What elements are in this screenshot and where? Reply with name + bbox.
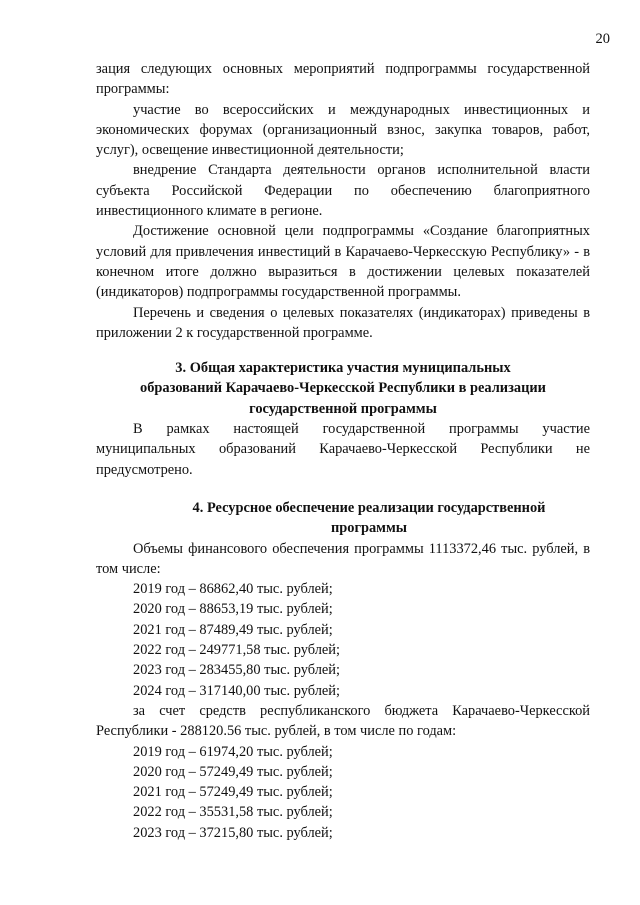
list-item: 2023 год – 37215,80 тыс. рублей; xyxy=(133,824,333,841)
list-item: 2019 год – 61974,20 тыс. рублей; xyxy=(133,743,333,760)
section-4-republic-text: за счет средств республиканского бюджета Карачаево-Черкесской Республики - 288120.56 тыс. рублей, в том числе по годам: xyxy=(96,702,590,740)
list-item: 2020 год – 88653,19 тыс. рублей; xyxy=(133,601,333,618)
list-item: 2020 год – 57249,49 тыс. рублей; xyxy=(133,763,333,780)
list-item: 2021 год – 87489,49 тыс. рублей; xyxy=(133,621,333,638)
section-4-heading-line-1: 4. Ресурсное обеспечение реализации государственной xyxy=(192,499,546,516)
list-item: 2019 год – 86862,40 тыс. рублей; xyxy=(133,581,333,598)
list-item: 2021 год – 57249,49 тыс. рублей; xyxy=(133,784,333,801)
section-3-heading xyxy=(96,358,590,419)
paragraph-continuation: зация следующих основных мероприятий подпрограммы государственной программы: xyxy=(96,61,590,98)
section-4-total-text: Объемы финансового обеспечения программы 1113372,46 тыс. рублей, в том числе: xyxy=(96,540,590,577)
list-item: 2024 год – 317140,00 тыс. рублей; xyxy=(133,682,340,699)
document-body xyxy=(96,59,590,843)
section-3-heading-line-1: 3. Общая характеристика участия муниципальных xyxy=(175,360,511,377)
paragraph-indicators: Перечень и сведения о целевых показателях (индикаторах) приведены в приложении 2 к государственной программе. xyxy=(96,304,590,341)
list-item: 2022 год – 249771,58 тыс. рублей; xyxy=(133,642,340,659)
list-item: 2022 год – 35531,58 тыс. рублей; xyxy=(133,804,333,821)
section-3-heading-line-3: государственной программы xyxy=(249,400,437,417)
section-4-heading-line-2: программы xyxy=(330,520,408,537)
paragraph-goal: Достижение основной цели подпрограммы «Создание благоприятных условий для привлечения инвестиций в Карачаево-Черкесскую Республику» - в конечном итоге должно выразиться в достижении целевых показателей (индикаторов) подпрограммы государственной программы. xyxy=(96,223,590,301)
section-4-heading xyxy=(124,498,614,539)
section-3-heading-line-2: образований Карачаево-Черкесской Республики в реализации xyxy=(140,380,546,397)
list-item: 2023 год – 283455,80 тыс. рублей; xyxy=(133,662,340,679)
section-3-text: В рамках настоящей государственной программы участие муниципальных образований Карачаево-Черкесской Республики не предусмотрено. xyxy=(96,421,590,478)
republic-funding-by-year-list xyxy=(96,742,590,843)
total-funding-by-year-list xyxy=(96,579,590,701)
paragraph-forums: участие во всероссийских и международных инвестиционных и экономических форумах (организационный взнос, закупка товаров, работ, услуг), освещение инвестиционной деятельности; xyxy=(96,101,590,159)
paragraph-standard: внедрение Стандарта деятельности органов исполнительной власти субъекта Российской Федерации по обеспечению благоприятного инвестиционного климате в регионе. xyxy=(96,162,590,220)
page-number: 20 xyxy=(595,31,610,47)
